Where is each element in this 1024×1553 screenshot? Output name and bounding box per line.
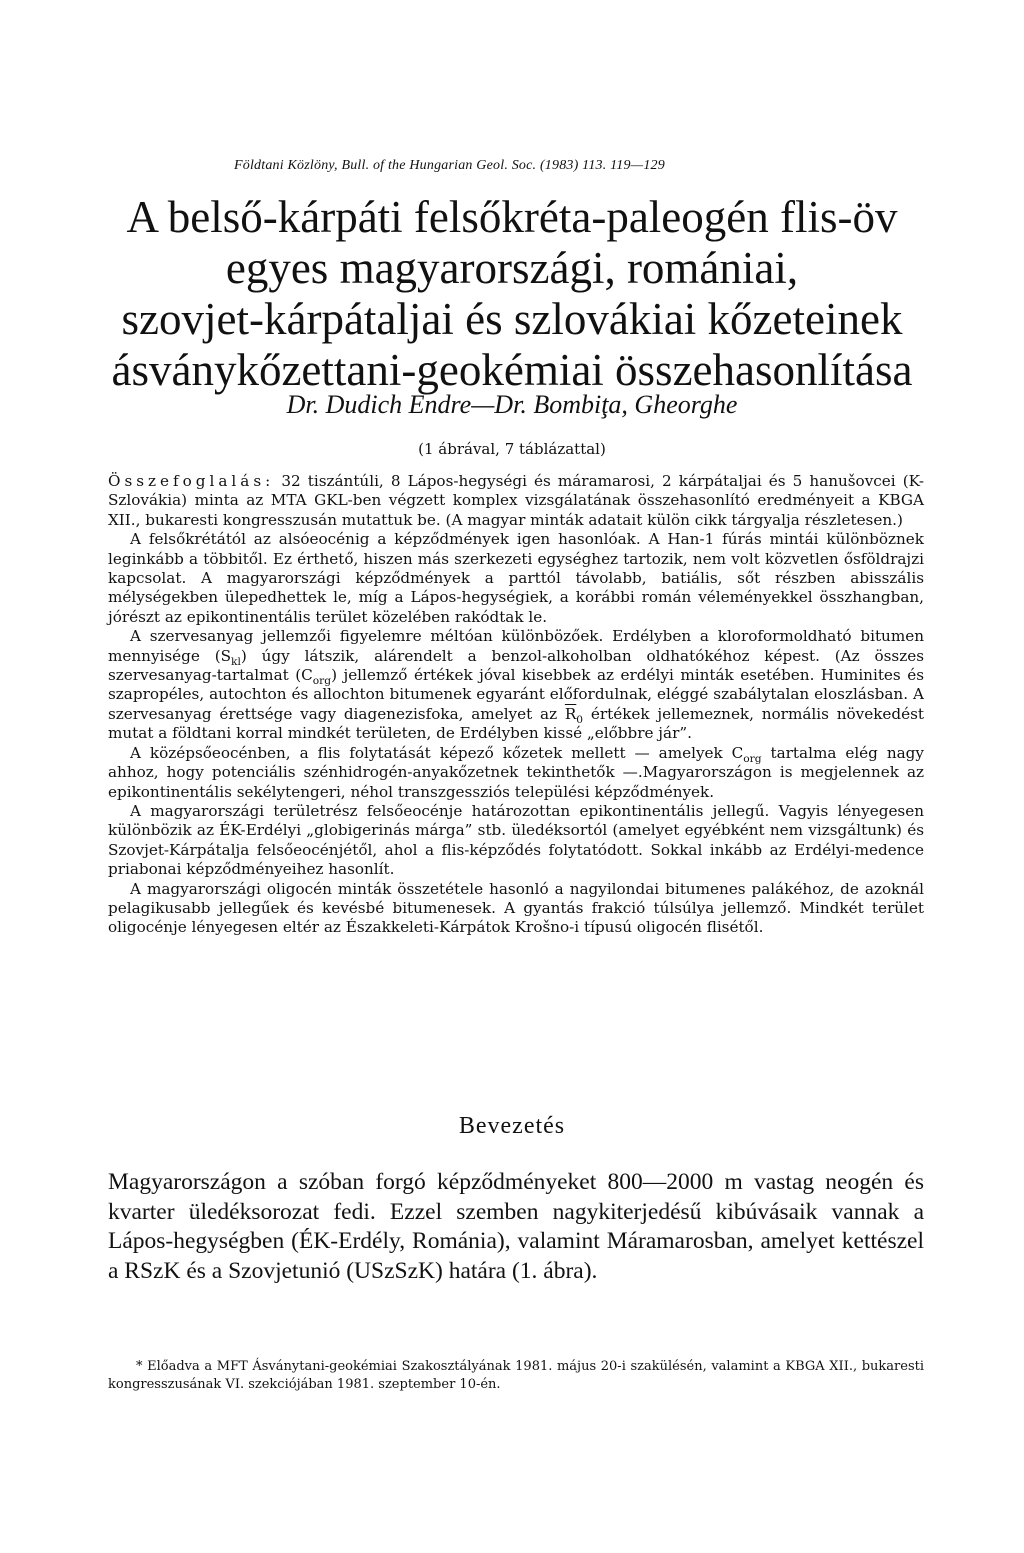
r0-symbol: $\overline{R}$ [564, 704, 577, 723]
abstract-text-1: 32 tiszántúli, 8 Lápos-hegységi és máramarosi, 2 kárpátaljai és 5 hanušovcei (K-Szlovákia) minta az MTA GKL-ben végzett komplex vizsgálatának összehasonlító eredményeit a KBGA XII., bukaresti kongresszusán mutattuk be. (A magyar minták adatait külön cikk tárgyalja részletesen.) [108, 472, 924, 529]
abstract [108, 472, 924, 938]
subscript-org: org [312, 674, 332, 688]
abstract-text-3b: ) úgy látszik, alárendelt a benzol-alkoholban oldhatókéhoz képest. (Az összes szervesanyag-tartalmat (C [108, 646, 924, 685]
title-line-4: ásványkőzettani-geokémiai összehasonlítása [111, 345, 913, 395]
footnote-text: * Előadva a MFT Ásványtani-geokémiai Szakosztályának 1981. május 20-i szakülésén, valamint a KBGA XII., bukaresti kongresszusának VI. szekciójában 1981. szeptember 10-én. [108, 1359, 924, 1392]
abstract-label: Összefoglalás: [108, 472, 275, 490]
title-line-1: A belső-kárpáti felsőkréta-paleogén flis-öv [126, 192, 898, 242]
subscript-kl: kl [231, 654, 241, 668]
abstract-paragraph-5: A magyarországi területrész felsőeocénje határozottan epikontinentális jellegű. Vagyis lényegesen különbözik az ÉK-Erdélyi „globigerinás márga” stb. üledéksortól (amelyet egyébként nem vizsgáltunk) és Szovjet-Kárpátalja felsőeocénjétől, ahol a flis-képződés folytatódott. Sokkal inkább az Erdélyi-medence priabonai képződményeihez hasonlít. [108, 801, 924, 879]
subscript-org-2: org [743, 751, 762, 765]
abstract-paragraph-1 [108, 472, 924, 530]
title-line-3: szovjet-kárpátaljai és szlovákiai kőzeteinek [121, 294, 903, 344]
journal-citation-header: Földtani Közlöny, Bull. of the Hungarian Geol. Soc. (1983) 113. 119—129 [234, 158, 665, 173]
abstract-text-3a: A szervesanyag jellemzői figyelemre méltóan különbözőek. Erdélyben a kloroformoldható bitumen mennyisége (S [108, 627, 924, 665]
author-line: Dr. Dudich Endre—Dr. Bombiţa, Gheorghe [286, 390, 738, 419]
title-line-2: egyes magyarországi, romániai, [225, 243, 799, 293]
abstract-paragraph-3 [108, 627, 924, 743]
abstract-text-3c: ) jellemző értékek jóval kisebbek az erdélyi minták esetében. Huminites és szapropéles, autochton és allochton bitumenek egyaránt előfordulnak, eléggé szabálytalan eloszlásban. A szervesanyag érettsége vagy diagenezisfoka, amelyet az [108, 666, 924, 723]
abstract-text-4a: A középsőeocénben, a flis folytatását képező kőzetek mellett — amelyek C [130, 743, 744, 762]
figures-tables-note: (1 ábrával, 7 táblázattal) [418, 440, 606, 458]
article-title [110, 192, 914, 396]
section-heading-introduction: Bevezetés [458, 1113, 566, 1139]
abstract-paragraph-4 [108, 744, 924, 802]
abstract-paragraph-6: A magyarországi oligocén minták összetétele hasonló a nagyilondai bitumenes palákéhoz, de azoknál pelagikusabb jellegűek és kevésbé bitumenesek. A gyantás frakció túlsúlya jellemző. Mindkét terület oligocénje lényegesen eltér az Északkeleti-Kárpátok Krošno-i típusú oligocén flisétől. [108, 879, 924, 937]
introduction-paragraph-1: Magyarországon a szóban forgó képződményeket 800—2000 m vastag neogén és kvarter üledéksorozat fedi. Ezzel szemben nagykiterjedésű kibúvásaik vannak a Lápos-hegységben (ÉK-Erdély, Románia), valamint Máramarosban, amelyet kettészel a RSzK és a Szovjetunió (USzSzK) határa (1. ábra). [108, 1169, 924, 1284]
introduction-body [108, 1168, 924, 1286]
subscript-0: 0 [576, 712, 584, 726]
footnote [108, 1358, 924, 1394]
abstract-text-4b: tartalma elég nagy ahhoz, hogy potenciális szénhidrogén-anyakőzetnek tekinthetők —.Magyarországon is megjelennek az epikontinentális sekélytengeri, néhol transzgessziós települési képződmények. [108, 743, 924, 801]
abstract-text-3d: értékek jellemeznek, normális növekedést mutat a földtani korral mindkét területen, de Erdélyben kissé „előbbre jár”. [108, 704, 924, 743]
abstract-paragraph-2: A felsőkrétától az alsóeocénig a képződmények igen hasonlóak. A Han-1 fúrás mintái különböznek leginkább a többitől. Ez érthető, hiszen más szerkezeti egységhez tartozik, nem volt közvetlen ősföldrajzi kapcsolat. A magyarországi képződmények a parttól távolabb, batiális, sőt részben abisszális mélységekben ülepedhettek le, míg a Lápos-hegységiek, a korábbi román véleményekkel összhangban, jórészt az epikontinentális terület közelében rakódtak le. [108, 530, 924, 626]
